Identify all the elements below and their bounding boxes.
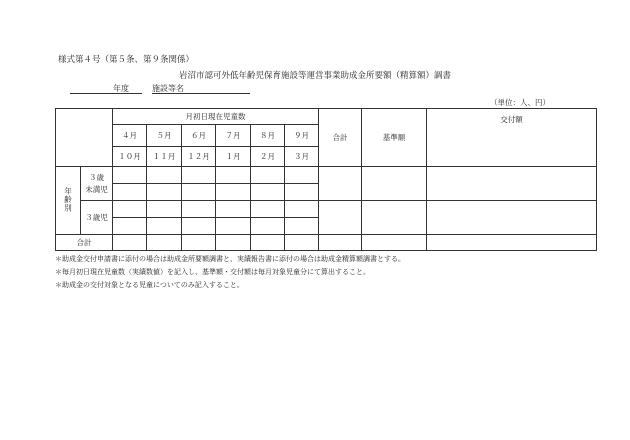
count-cell[interactable] [251, 218, 285, 235]
grant-amount-cell[interactable] [427, 201, 597, 235]
total-count-cell[interactable] [113, 235, 147, 251]
total-cell[interactable] [319, 201, 362, 235]
count-cell[interactable] [216, 201, 251, 218]
under-3-label-cell [81, 167, 113, 201]
total-count-cell[interactable] [147, 235, 182, 251]
count-cell[interactable] [182, 201, 216, 218]
total-count-cell[interactable] [285, 235, 319, 251]
grand-total-cell[interactable] [319, 235, 362, 251]
total-count-cell[interactable] [182, 235, 216, 251]
age-group-label: 年齢別 [63, 186, 73, 213]
count-cell[interactable] [113, 218, 147, 235]
total-count-cell[interactable] [216, 235, 251, 251]
count-cell[interactable] [285, 201, 319, 218]
note-item: ＊助成金交付申請書に添付の場合は助成金所要額調書と、実績報告書に添付の場合は助成金精算額調書とする。 [55, 255, 405, 263]
count-cell[interactable] [285, 167, 319, 184]
count-cell[interactable] [182, 184, 216, 201]
month-header: ７月 [216, 125, 251, 147]
under-3-label-suffix: 未満児 [85, 184, 108, 194]
count-cell[interactable] [113, 201, 147, 218]
count-cell[interactable] [113, 167, 147, 184]
month-header: １２月 [182, 147, 216, 167]
total-cell[interactable] [319, 167, 362, 201]
month-header: ５月 [147, 125, 182, 147]
count-cell[interactable] [285, 218, 319, 235]
count-cell[interactable] [251, 184, 285, 201]
count-cell[interactable] [147, 218, 182, 235]
total-column-header: 合計 [319, 109, 362, 167]
month-header: １月 [216, 147, 251, 167]
count-cell[interactable] [251, 201, 285, 218]
grant-amount-cell[interactable] [427, 167, 597, 201]
note-item: ＊毎月初日現在児童数（実績数値）を記入し、基準額・交付額は毎月対象児童分にて算出すること。 [55, 268, 370, 276]
count-cell[interactable] [216, 218, 251, 235]
grant-table [55, 108, 597, 251]
year-input-line[interactable] [70, 83, 142, 94]
month-header: ８月 [251, 125, 285, 147]
standard-amount-header: 基準額 [362, 109, 427, 167]
count-cell[interactable] [113, 184, 147, 201]
form-number: 様式第４号（第５条、第９条関係） [58, 55, 195, 65]
month-header: ３月 [285, 147, 319, 167]
month-header: ９月 [285, 125, 319, 147]
document-title: 岩沼市認可外低年齢児保育施設等運営事業助成金所要額（精算額）調書 [178, 71, 451, 81]
year-label: 年度 [113, 84, 129, 93]
total-count-cell[interactable] [251, 235, 285, 251]
under-3-label: ３歳 [89, 172, 104, 182]
age-group-label-cell [56, 167, 81, 235]
unit-label: （単位：人、円） [490, 98, 550, 107]
month-header: ４月 [113, 125, 147, 147]
count-cell[interactable] [216, 167, 251, 184]
standard-amount-total-cell[interactable] [362, 235, 427, 251]
count-cell[interactable] [251, 167, 285, 184]
standard-amount-cell[interactable] [362, 167, 427, 201]
count-cell[interactable] [285, 184, 319, 201]
grant-amount-header: 交付額 [427, 109, 597, 167]
month-header: ２月 [251, 147, 285, 167]
month-header: １０月 [113, 147, 147, 167]
count-cell[interactable] [182, 167, 216, 184]
count-cell[interactable] [147, 201, 182, 218]
note-item: ＊助成金の交付対象となる児童についてのみ記入すること。 [55, 281, 244, 289]
grant-amount-total-cell[interactable] [427, 235, 597, 251]
count-cell[interactable] [216, 184, 251, 201]
count-cell[interactable] [147, 167, 182, 184]
total-row-label: 合計 [56, 235, 113, 251]
monthly-count-header: 月初日現在児童数 [113, 109, 319, 125]
month-header: ６月 [182, 125, 216, 147]
standard-amount-cell[interactable] [362, 201, 427, 235]
month-header: １１月 [147, 147, 182, 167]
count-cell[interactable] [147, 184, 182, 201]
facility-name-label: 施設等名 [152, 84, 184, 93]
count-cell[interactable] [182, 218, 216, 235]
age-3-label: ３歳児 [81, 201, 113, 235]
corner-cell [56, 109, 113, 167]
